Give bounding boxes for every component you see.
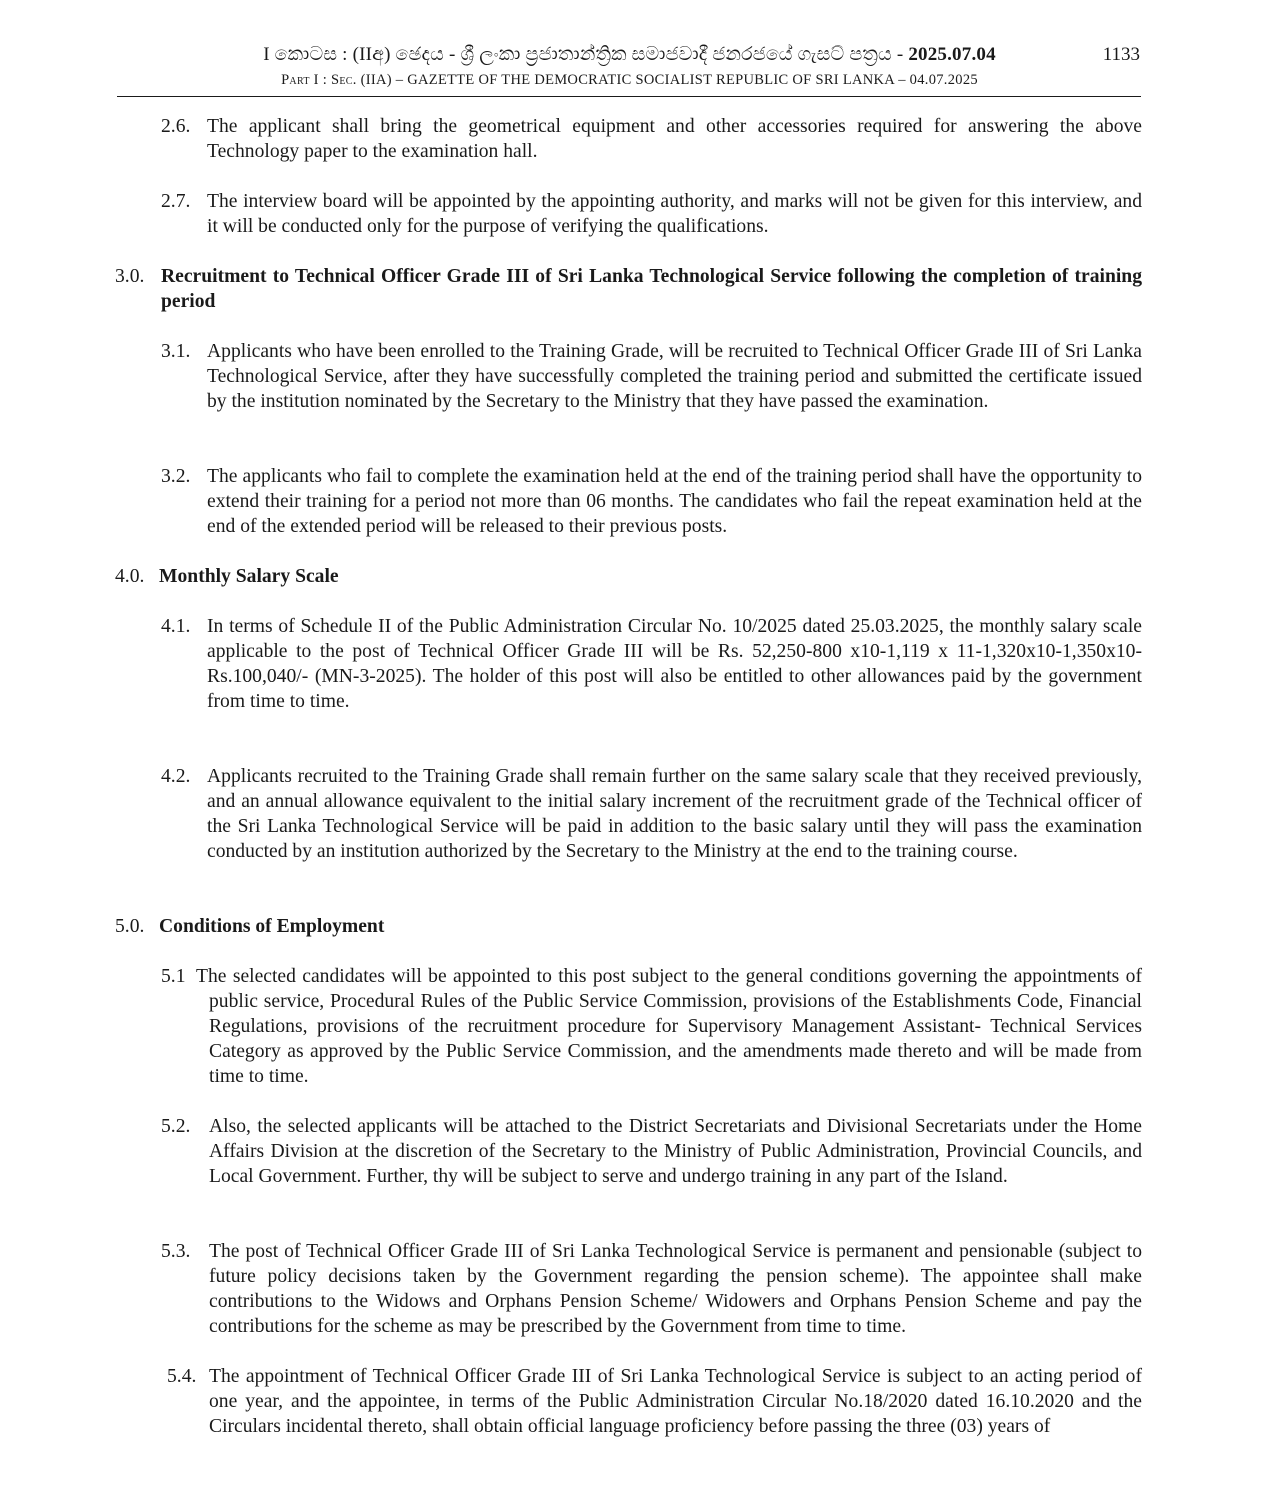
paragraph-5-2: Also, the selected applicants will be attached to the District Secretariats and Divisional Secretariats under the Home Affairs Division at the discretion of the Secretary to the Ministry of Public Administration, Provincial Councils, and Local Government. Further, thy will be subject to serve and undergo training in any part of the Island. <box>209 1116 1142 1187</box>
item-number: 5.4. <box>167 1366 197 1387</box>
item-number: 2.7. <box>161 191 191 212</box>
paragraph-5-3: The post of Technical Officer Grade III of Sri Lanka Technological Service is permanent and pensionable (subject to future policy decisions taken by the Government regarding the pension scheme). The appointee shall make contributions to the Widows and Orphans Pension Scheme/ Widowers and Orphans Pension Scheme and pay the contributions for the scheme as may be prescribed by the Government from time to time. <box>209 1241 1142 1337</box>
paragraph-2-7: The interview board will be appointed by the appointing authority, and marks will not be given for this interview, and it will be conducted only for the purpose of verifying the qualifications. <box>207 191 1142 237</box>
paragraph-5-4 <box>209 1364 1142 1439</box>
section-heading-5: Conditions of Employment <box>159 916 385 937</box>
item-number: 3.2. <box>161 466 191 487</box>
item-number: 4.2. <box>161 766 191 787</box>
paragraph-4-2: Applicants recruited to the Training Grade shall remain further on the same salary scale that they received previously, and an annual allowance equivalent to the initial salary increment of the recruitment grade of the Technical officer of the Sri Lanka Technological Service will be paid in addition to the basic salary until they will pass the examination conducted by an institution authorized by the Secretary to the Ministry at the end to the training course. <box>207 766 1142 862</box>
paragraph-5-1 <box>196 964 1142 1089</box>
header-english-line <box>117 70 1142 90</box>
section-heading-3: Recruitment to Technical Officer Grade III of Sri Lanka Technological Service following the completion of training period <box>161 266 1142 312</box>
item-number: 3.1. <box>161 341 191 362</box>
header-sinhala-title: I කොටස : (IIඅ) ඡෙදය - ශ්‍රී ලංකා ප්‍රජාතාන්ත්‍රික සමාජවාදී ජනරජයේ ගැසට් පත්‍රය - <box>263 44 909 65</box>
section-number: 5.0. <box>115 916 145 937</box>
header-sinhala-line <box>117 42 1142 68</box>
paragraph-5-1-text: The selected candidates will be appointed to this post subject to the general conditions governing the appointments of public service, Procedural Rules of the Public Service Commission, provisions of the Establishments Code, Financial Regulations, provisions of the recruitment procedure for Supervisory Management Assistant- Technical Services Category as approved by the Public Service Commission, and the amendments made thereto and will be made from time to time. <box>196 966 1142 1087</box>
paragraph-4-1: In terms of Schedule II of the Public Administration Circular No. 10/2025 dated 25.03.2025, the monthly salary scale applicable to the post of Technical Officer Grade III will be Rs. 52,250-800 x10-1,119 x 11-1,320x10-1,350x10-Rs.100,040/- (MN-3-2025). The holder of this post will also be entitled to other allowances paid by the government from time to time. <box>207 616 1142 712</box>
header-sinhala-date: 2025.07.04 <box>908 44 996 65</box>
section-heading-4: Monthly Salary Scale <box>159 566 339 587</box>
paragraph-3-2: The applicants who fail to complete the examination held at the end of the training period shall have the opportunity to extend their training for a period not more than 06 months. The candidates who fail the repeat examination held at the end of the extended period will be released to their previous posts. <box>207 466 1142 537</box>
section-number: 4.0. <box>115 566 145 587</box>
item-number: 4.1. <box>161 616 191 637</box>
item-number: 2.6. <box>161 116 191 137</box>
item-number: 5.2. <box>161 1116 191 1137</box>
header-part-section: Part I : Sec. <box>281 72 357 88</box>
paragraph-2-6: The applicant shall bring the geometrical equipment and other accessories required for answering the above Technology paper to the examination hall. <box>207 116 1142 162</box>
header-gazette-title: (IIA) – GAZETTE OF THE DEMOCRATIC SOCIALIST REPUBLIC OF SRI LANKA – 04.07.2025 <box>356 72 978 88</box>
page-number: 1133 <box>1102 44 1140 65</box>
header-divider <box>117 96 1141 97</box>
paragraph-3-1: Applicants who have been enrolled to the Training Grade, will be recruited to Technical Officer Grade III of Sri Lanka Technological Service, after they have successfully completed the training period and submitted the certificate issued by the institution nominated by the Secretary to the Ministry that they have passed the examination. <box>207 341 1142 412</box>
item-number: 5.3. <box>161 1241 191 1262</box>
paragraph-5-4-text: The appointment of Technical Officer Grade III of Sri Lanka Technological Service is subject to an acting period of one year, and the appointee, in terms of the Public Administration Circular No.18/2020 dated 16.10.2020 and the Circulars incidental thereto, shall obtain official language proficiency before passing the three (03) years of <box>209 1366 1142 1437</box>
section-number: 3.0. <box>115 266 145 287</box>
item-number: 5.1 <box>161 966 186 987</box>
